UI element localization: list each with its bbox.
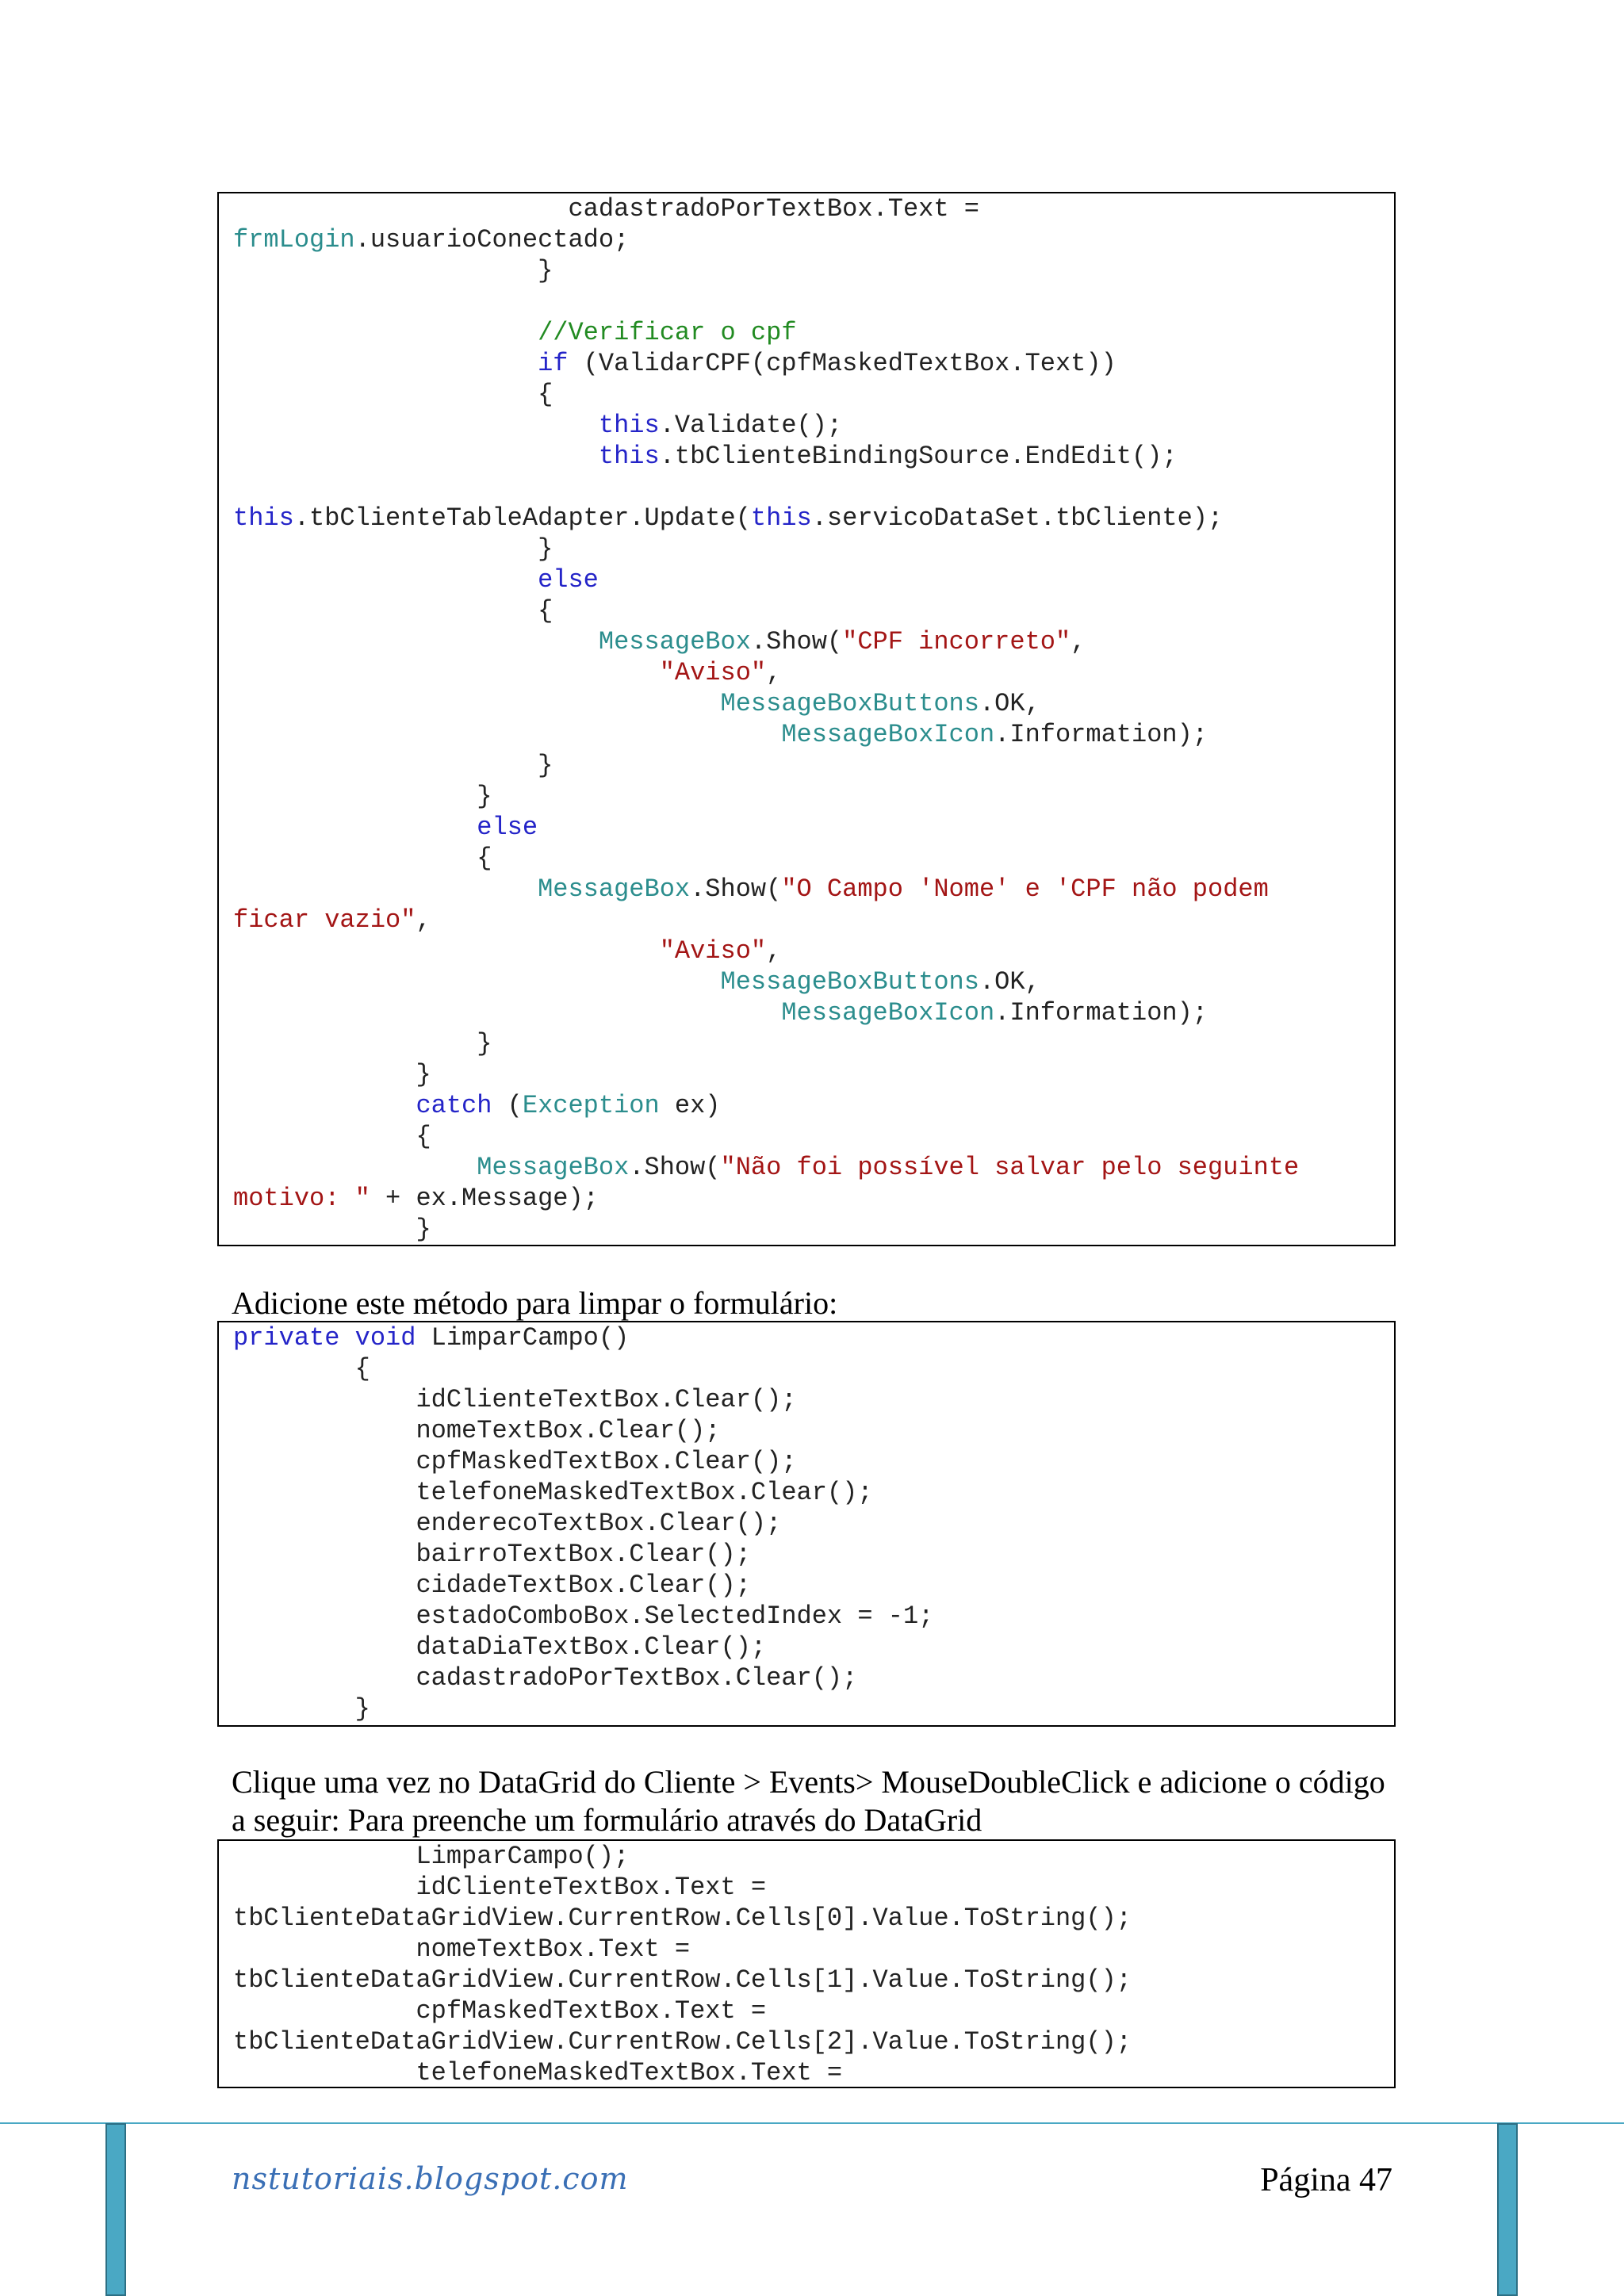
code-line (233, 379, 1394, 410)
code-token: tbClienteDataGridView.CurrentRow.Cells[0].Value.ToString(); (233, 1904, 1132, 1933)
code-line (233, 564, 1394, 595)
code-token: } (233, 782, 492, 811)
code-token: frmLogin (233, 225, 355, 254)
code-line (233, 812, 1394, 843)
code-line (233, 503, 1394, 534)
code-token: this (233, 411, 660, 440)
code-token: private (233, 1323, 340, 1353)
code-token: .servicoDataSet.tbCliente); (811, 503, 1224, 533)
code-line (233, 1477, 1394, 1508)
code-line (233, 286, 1394, 317)
code-token: dataDiaTextBox.Clear(); (233, 1632, 767, 1662)
page-number: Página 47 (1260, 2162, 1392, 2198)
code-token: telefoneMaskedTextBox.Clear(); (233, 1478, 873, 1507)
code-token: ficar vazio" (233, 905, 416, 935)
code-line (233, 1028, 1394, 1059)
code-line (233, 1214, 1394, 1245)
code-token: telefoneMaskedTextBox.Text = (233, 2058, 843, 2087)
code-token: { (233, 380, 553, 409)
code-token: .tbClienteTableAdapter.Update( (293, 503, 751, 533)
code-token: else (233, 813, 538, 842)
code-line (233, 1322, 1394, 1353)
code-line (233, 348, 1394, 379)
code-token: } (233, 1060, 431, 1089)
instruction-datagrid-doubleclick: Clique uma vez no DataGrid do Cliente > Events> MouseDoubleClick e adicione o código a seguir: Para preenche um formulário através do DataGrid (232, 1764, 1385, 1838)
code-token: LimparCampo(); (233, 1842, 630, 1871)
code-token: , (416, 905, 431, 935)
code-line (233, 997, 1394, 1028)
code-token: nomeTextBox.Text = (233, 1934, 691, 1964)
code-token: } (233, 1215, 431, 1244)
code-token: .Validate(); (659, 411, 843, 440)
code-line (233, 1508, 1394, 1539)
code-line (233, 1872, 1394, 1903)
code-line (233, 1663, 1394, 1693)
code-listing (219, 1841, 1394, 2088)
code-token: this (233, 503, 294, 533)
code-listing (219, 1322, 1394, 1724)
code-block-save-client (217, 192, 1396, 1246)
code-token: ex) (659, 1091, 721, 1120)
code-line (233, 2057, 1394, 2088)
code-line (233, 936, 1394, 966)
code-token: MessageBoxIcon (233, 998, 995, 1027)
code-line (233, 595, 1394, 626)
code-line (233, 1353, 1394, 1384)
code-token: void (354, 1323, 416, 1353)
code-line (233, 1934, 1394, 1965)
code-line (233, 1570, 1394, 1601)
code-token: Exception (522, 1091, 660, 1120)
footer-site-link[interactable]: nstutoriais.blogspot.com (232, 2161, 629, 2196)
code-token: ( (492, 1091, 523, 1120)
code-token: , (766, 936, 782, 966)
code-token: cidadeTextBox.Clear(); (233, 1571, 751, 1600)
code-token: this (233, 442, 660, 471)
code-token: } (233, 256, 553, 285)
code-token: MessageBoxIcon (233, 720, 995, 749)
code-token: enderecoTextBox.Clear(); (233, 1509, 782, 1538)
code-token: "Aviso" (233, 658, 767, 687)
code-line (233, 966, 1394, 997)
code-line (233, 1415, 1394, 1446)
code-line (233, 534, 1394, 564)
code-token: { (233, 1122, 431, 1151)
code-line (233, 1539, 1394, 1570)
code-token: cpfMaskedTextBox.Text = (233, 1996, 767, 2026)
code-line (233, 874, 1394, 905)
code-line (233, 472, 1394, 503)
code-token: { (233, 1354, 370, 1383)
code-line (233, 905, 1394, 936)
code-line (233, 1121, 1394, 1152)
code-token: "CPF incorreto" (842, 627, 1071, 656)
code-line (233, 1996, 1394, 2026)
code-token: estadoComboBox.SelectedIndex = -1; (233, 1601, 934, 1631)
code-line (233, 2026, 1394, 2057)
code-line (233, 1601, 1394, 1632)
code-token: tbClienteDataGridView.CurrentRow.Cells[2].Value.ToString(); (233, 2027, 1132, 2057)
code-line (233, 1446, 1394, 1477)
code-line (233, 1632, 1394, 1663)
code-token: .tbClienteBindingSource.EndEdit(); (659, 442, 1178, 471)
code-line (233, 657, 1394, 688)
code-line (233, 1090, 1394, 1121)
code-token: cadastradoPorTextBox.Text = (233, 194, 979, 224)
footer-bar-left (105, 2123, 126, 2296)
code-token: MessageBox (233, 627, 751, 656)
code-line (233, 193, 1394, 224)
code-line (233, 317, 1394, 348)
code-token: idClienteTextBox.Text = (233, 1873, 767, 1902)
code-token: MessageBoxButtons (233, 689, 979, 718)
code-token: , (766, 658, 782, 687)
footer-divider (0, 2122, 1624, 2124)
code-block-fill-form (217, 1839, 1396, 2088)
code-token: this (750, 503, 812, 533)
code-line (233, 843, 1394, 874)
code-line (233, 626, 1394, 657)
code-token: "Aviso" (233, 936, 767, 966)
code-line (233, 781, 1394, 812)
code-token: } (233, 1029, 492, 1058)
code-token (339, 1323, 354, 1353)
code-token: .OK, (979, 967, 1040, 997)
code-line (233, 1152, 1394, 1183)
code-token: .usuarioConectado; (354, 225, 630, 254)
code-line (233, 1965, 1394, 1996)
code-token: else (233, 565, 599, 595)
code-token: (ValidarCPF(cpfMaskedTextBox.Text)) (568, 349, 1116, 378)
code-token: cpfMaskedTextBox.Clear(); (233, 1447, 797, 1476)
code-token: } (233, 534, 553, 564)
code-token: //Verificar o cpf (233, 318, 797, 347)
code-token: cadastradoPorTextBox.Clear(); (233, 1663, 858, 1693)
code-token: .Show( (690, 874, 782, 904)
code-line (233, 410, 1394, 441)
code-line (233, 1841, 1394, 1872)
code-token: { (233, 596, 553, 626)
code-line (233, 750, 1394, 781)
code-token: MessageBoxButtons (233, 967, 979, 997)
footer-bar-right (1497, 2123, 1518, 2296)
code-token: MessageBox (233, 1153, 630, 1182)
code-listing (219, 193, 1394, 1245)
code-token: { (233, 844, 492, 873)
code-token: .Information); (994, 720, 1208, 749)
code-token: } (233, 1694, 370, 1724)
code-token: idClienteTextBox.Clear(); (233, 1385, 797, 1414)
code-token: + ex.Message); (370, 1184, 599, 1213)
code-line (233, 1183, 1394, 1214)
code-line (233, 1903, 1394, 1934)
code-token: .Information); (994, 998, 1208, 1027)
code-token: } (233, 751, 553, 780)
code-line (233, 1384, 1394, 1415)
code-token: MessageBox (233, 874, 691, 904)
code-line (233, 441, 1394, 472)
code-block-limpar-campo (217, 1321, 1396, 1727)
code-token: catch (233, 1091, 492, 1120)
code-line (233, 688, 1394, 719)
instruction-clear-form: Adicione este método para limpar o formulário: (232, 1285, 838, 1321)
code-token: nomeTextBox.Clear(); (233, 1416, 721, 1445)
code-token: , (1071, 627, 1086, 656)
code-line (233, 1693, 1394, 1724)
code-token: .Show( (750, 627, 843, 656)
code-token: "O Campo 'Nome' e 'CPF não podem (781, 874, 1269, 904)
code-line (233, 719, 1394, 750)
code-token: bairroTextBox.Clear(); (233, 1540, 751, 1569)
code-line (233, 224, 1394, 255)
code-token: .OK, (979, 689, 1040, 718)
code-token: "Não foi possível salvar pelo seguinte (720, 1153, 1300, 1182)
code-line (233, 1059, 1394, 1090)
code-token: motivo: " (233, 1184, 370, 1213)
code-token: if (233, 349, 569, 378)
code-line (233, 255, 1394, 286)
code-token: .Show( (629, 1153, 721, 1182)
code-token: tbClienteDataGridView.CurrentRow.Cells[1].Value.ToString(); (233, 1965, 1132, 1995)
code-token: LimparCampo() (416, 1323, 630, 1353)
